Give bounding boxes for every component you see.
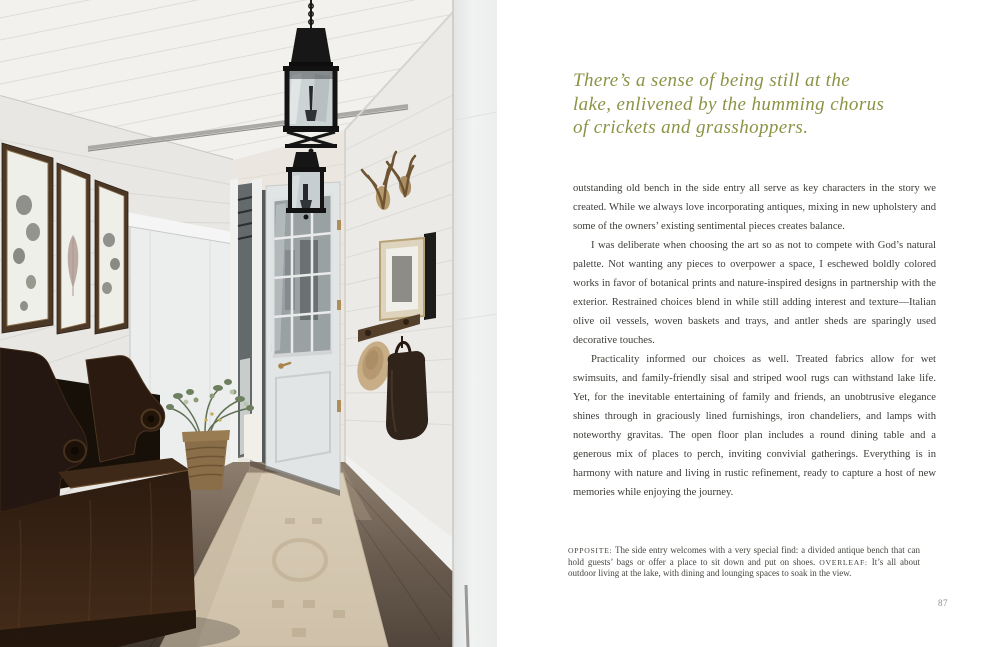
- pull-quote: [573, 69, 973, 140]
- body-paragraph: outstanding old bench in the side entry all serve as key characters in the story we created. While we always love incorporating antiques, mixing in new upholstery and some of the owners’ existing sentimental pieces creates balance.: [573, 183, 936, 232]
- frame-3: [95, 180, 128, 334]
- body-paragraph: Practicality informed our choices as well. Treated fabrics allow for wet swimsuits, and family-friendly sisal and striped wool rugs can withstand lake life. Yet, for the inevitable entertaining of family and friends, an unobtrusive elegance shines through in graciously lined furnishings, iron chandeliers, and lamps with noteworthy gravitas. The open floor plan includes a round dining table and a generous mix of places to perch, inviting convivial gatherings. Everything is in harmony with nature and living in rustic refinement, ready to capture a host of new memories while enjoying the journey.: [573, 354, 936, 498]
- near-door-casing: [453, 0, 497, 647]
- frame-2: [57, 163, 90, 334]
- body-paragraph: I was deliberate when choosing the art so as not to compete with God’s natural palette. Not wanting any pieces to overpower a space, I eschewed boldly colored works in favor of botanical prints and nature-inspired designs in partnership with the exterior. Restrained choices blend in while still adding interest and texture—Italian olive oil vessels, woven baskets and trays, and antler sheds are sparingly used decorative touches.: [573, 240, 936, 346]
- right-page: [497, 0, 1000, 647]
- body-text: [573, 179, 936, 502]
- pull-quote-line: lake, enlivened by the humming chorus: [573, 93, 885, 115]
- caption-label-opposite: OPPOSITE:: [568, 546, 613, 555]
- frame-1: [2, 143, 53, 333]
- wall-art-frame: [380, 232, 436, 320]
- left-page: [0, 0, 497, 647]
- caption-label-overleaf: OVERLEAF:: [819, 557, 868, 567]
- photo-caption: [568, 545, 920, 580]
- entry-hall-photo: [0, 0, 497, 647]
- pull-quote-line: of crickets and grasshoppers.: [573, 117, 809, 138]
- page-number: 87: [938, 598, 948, 608]
- caption-text: The side entry welcomes with a very special find: a divided antique bench that can hold guests’ bags or offer a place to sit down and put on shoes.: [568, 545, 920, 567]
- caption-text: It’s all about outdoor living at the lake, with dining and lounging spaces to soak in the view.: [568, 556, 921, 579]
- pull-quote-line: There’s a sense of being still at the: [573, 70, 851, 91]
